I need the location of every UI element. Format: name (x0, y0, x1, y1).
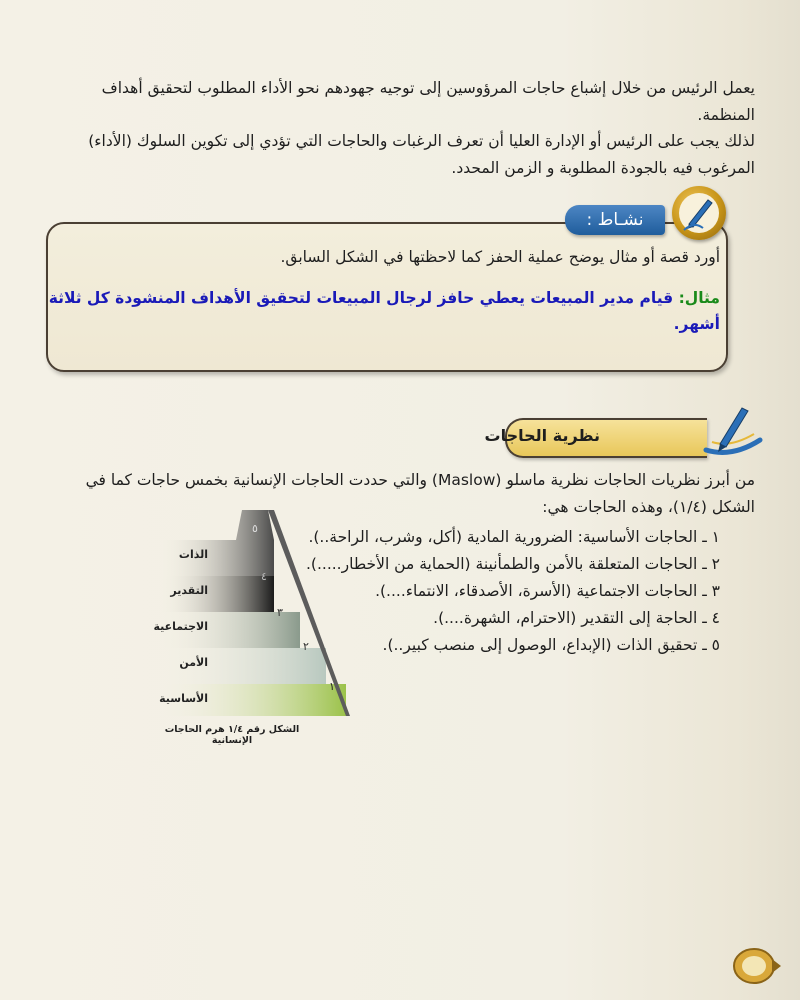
pyramid-label: الأمن (179, 656, 208, 669)
example-text: قيام مدير المبيعات يعطي حافز لرجال المبيعات لتحقيق الأهداف المنشودة كل ثلاثة أشهر. (48, 289, 720, 333)
need-item: ١ ـ الحاجات الأساسية: الضرورية المادية (أكل، وشرب، الراحة..). (308, 528, 720, 546)
maslow-pyramid (140, 500, 360, 720)
pyramid-label: الذات (178, 548, 208, 561)
paragraph-1: يعمل الرئيس من خلال إشباع حاجات المرؤوسين إلى توجيه جهودهم نحو الأداء المطلوب لتحقيق أهداف المنظمة. (101, 79, 755, 124)
pencil-swoosh-icon (702, 400, 764, 460)
pyramid-number: ٤ (261, 570, 267, 583)
paragraph-2: لذلك يجب على الرئيس أو الإدارة العليا أن تعرف الرغبات والحاجات التي تؤدي إلى تكوين السلوك (الأداء) المرغوب فيه بالجودة المطلوبة و الزمن المحدد. (88, 132, 755, 177)
pyramid-label: الأساسية (159, 692, 208, 705)
pyramid-label: التقدير (170, 584, 208, 597)
section-intro: من أبرز نظريات الحاجات نظرية ماسلو (Maslow) والتي حددت الحاجات الإنسانية بخمس حاجات كما في الشكل (١/٤)، وهذه الحاجات هي: (85, 471, 755, 516)
pyramid-number: ١ (329, 680, 335, 693)
page-number-badge (732, 946, 782, 986)
need-item: ٥ ـ تحقيق الذات (الإبداع، الوصول إلى منصب كبير..). (382, 636, 720, 654)
pyramid-number: ٢ (303, 640, 309, 653)
activity-example (0, 285, 720, 337)
needs-list (306, 524, 720, 659)
figure-caption: الشكل رقم ١/٤ هرم الحاجات الإنسانية (164, 724, 300, 746)
pyramid-number: ٥ (252, 522, 258, 535)
pyramid-label: الاجتماعية (153, 620, 208, 633)
activity-prompt: أورد قصة أو مثال يوضح عملية الحفز كما لاحظتها في الشكل السابق. (280, 248, 720, 266)
section-title: نظرية الحاجات (484, 426, 600, 445)
need-item: ٣ ـ الحاجات الاجتماعية (الأسرة، الأصدقاء، الانتماء....). (375, 582, 720, 600)
pyramid-number: ٣ (277, 606, 283, 619)
activity-title: نشـاط : (565, 205, 665, 235)
pyramid-level-5 (160, 510, 274, 576)
example-label: مثال: (678, 289, 720, 307)
pen-icon-graphic (672, 186, 726, 240)
need-item: ٢ ـ الحاجات المتعلقة بالأمن والطمأنينة (الحماية من الأخطار.....). (306, 555, 720, 573)
pen-icon (672, 186, 726, 240)
need-item: ٤ ـ الحاجة إلى التقدير (الاحترام، الشهرة....). (433, 609, 720, 627)
